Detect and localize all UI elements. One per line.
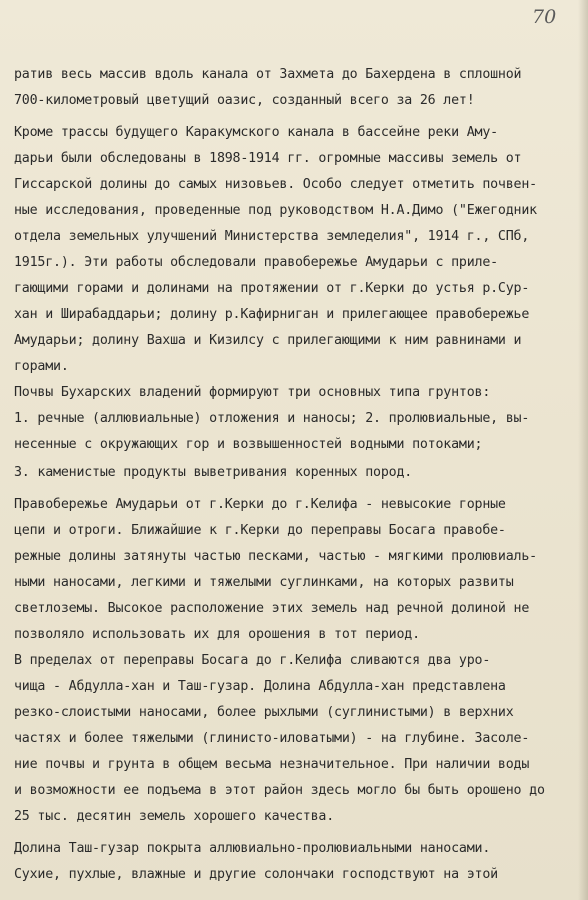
text-line: ные исследования, проведенные под руководством Н.А.Димо ("Ежегодник — [14, 203, 537, 218]
text-line: 1915г.). Эти работы обследовали правобережье Амударьи с приле- — [14, 255, 498, 270]
text-line: 1. речные (аллювиальные) отложения и наносы; 2. пролювиальные, вы- — [14, 411, 530, 426]
text-line: дарьи были обследованы в 1898-1914 гг. огромные массивы земель от — [14, 151, 522, 166]
text-line: 25 тыс. десятин земель хорошего качества. — [14, 809, 335, 824]
text-line: Почвы Бухарских владений формируют три основных типа грунтов: — [14, 385, 491, 400]
text-line: 3. каменистые продукты выветривания коренных пород. — [14, 465, 413, 480]
page-number: 70 — [532, 6, 557, 28]
text-line: Долина Таш-гузар покрыта аллювиально-пролювиальными наносами. — [14, 841, 491, 856]
text-line: Правобережье Амударьи от г.Керки до г.Келифа - невысокие горные — [14, 497, 506, 512]
text-line: позволяло использовать их для орошения в тот период. — [14, 627, 420, 642]
text-line: Гиссарской долины до самых низовьев. Особо следует отметить почвен- — [14, 177, 537, 192]
text-line: отдела земельных улучшений Министерства земледелия", 1914 г., СПб, — [14, 229, 530, 244]
text-line: Амударьи; долину Вахша и Кизилсу с прилегающими к ним равнинами и — [14, 333, 522, 348]
text-line: ние почвы и грунта в общем весьма незначительное. При наличии воды — [14, 757, 530, 772]
text-line: чища - Абдулла-хан и Таш-гузар. Долина Абдулла-хан представлена — [14, 679, 506, 694]
text-line: гающими горами и долинами на протяжении от г.Керки до устья р.Сур- — [14, 281, 530, 296]
text-line: частях и более тяжелыми (глинисто-иловатыми) - на глубине. Засоле- — [14, 731, 530, 746]
text-line: Сухие, пухлые, влажные и другие солончаки господствуют на этой — [14, 867, 498, 882]
text-line: ратив весь массив вдоль канала от Захмета до Бахердена в сплошной — [14, 67, 522, 82]
page-edge-shadow — [578, 0, 588, 900]
text-line: несенные с окружающих гор и возвышенностей водными потоками; — [14, 437, 483, 452]
text-line: цепи и отроги. Ближайшие к г.Керки до переправы Босага правобе- — [14, 523, 506, 538]
text-line: В пределах от переправы Босага до г.Келифа сливаются два уро- — [14, 653, 491, 668]
text-line: ными наносами, легкими и тяжелыми суглинками, на которых развиты — [14, 575, 514, 590]
text-line: 700-километровый цветущий оазис, созданный всего за 26 лет! — [14, 93, 475, 108]
text-line: резко-слоистыми наносами, более рыхлыми (суглинистыми) в верхних — [14, 705, 514, 720]
text-line: хан и Ширабаддарьи; долину р.Кафирниган и прилегающее правобережье — [14, 307, 530, 322]
text-line: горами. — [14, 359, 69, 374]
text-line: Кроме трассы будущего Каракумского канала в бассейне реки Аму- — [14, 125, 498, 140]
text-line: светлоземы. Высокое расположение этих земель над речной долиной не — [14, 601, 530, 616]
text-line: режные долины затянуты частью песками, частью - мягкими пролювиаль- — [14, 549, 537, 564]
text-line: и возможности ее подъема в этот район здесь могло бы быть орошено до — [14, 783, 545, 798]
